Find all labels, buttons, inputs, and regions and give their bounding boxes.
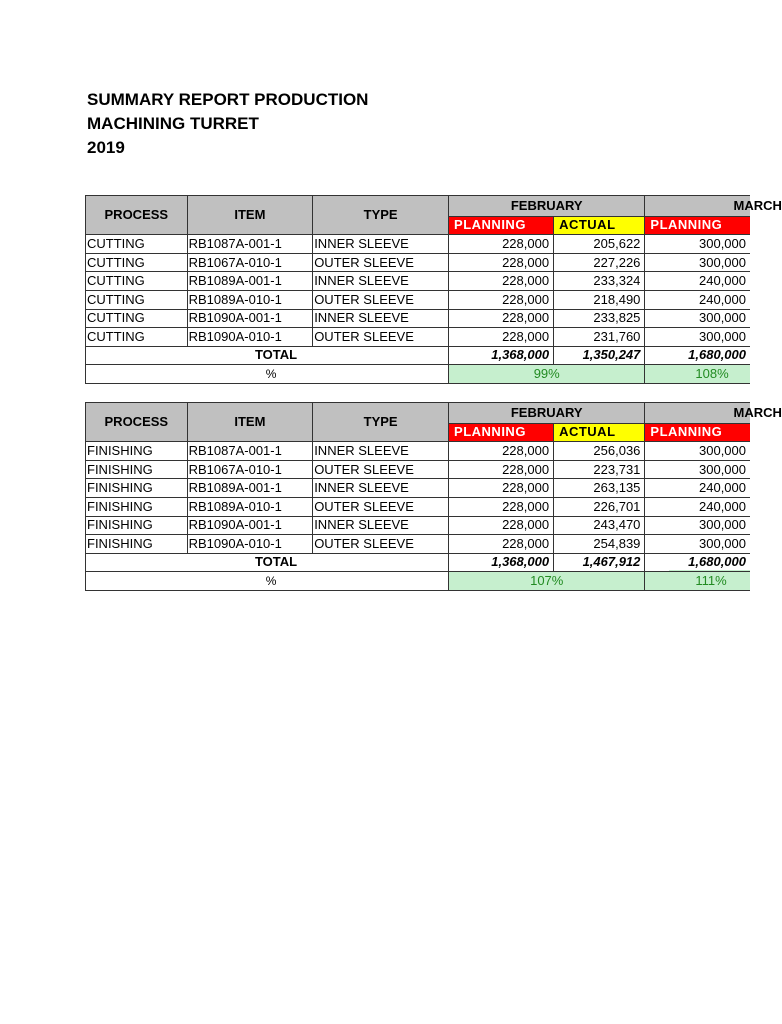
cell-process: CUTTING [86,253,188,272]
cell-process: CUTTING [86,328,188,347]
cell-item: RB1090A-010-1 [187,328,313,347]
cell-type: OUTER SLEEVE [313,535,449,554]
table-row [86,253,751,272]
cell-type: INNER SLEEVE [313,235,449,254]
table-row [86,535,751,554]
cell-item: RB1089A-001-1 [187,479,313,498]
cell-type: INNER SLEEVE [313,516,449,535]
cell-mar-plan: 240,000 [645,479,750,498]
table-row [86,290,751,309]
total-feb-plan: 1,368,000 [449,553,554,572]
cell-process: CUTTING [86,309,188,328]
cell-type: OUTER SLEEVE [313,460,449,479]
cell-feb-actual: 256,036 [554,442,645,461]
cell-process: CUTTING [86,290,188,309]
percent-feb: 99% [449,365,645,384]
total-row [86,346,751,365]
cell-feb-plan: 228,000 [449,328,554,347]
cell-mar-plan: 300,000 [645,442,750,461]
total-mar-plan: 1,680,000 [645,346,750,365]
cell-feb-actual: 218,490 [554,290,645,309]
cell-process: FINISHING [86,460,188,479]
table-row [86,460,751,479]
total-label: TOTAL [86,346,449,365]
header-type: TYPE [313,196,449,235]
cell-item: RB1067A-010-1 [187,253,313,272]
percent-row [86,365,751,384]
header-feb-actual: ACTUAL [554,423,645,442]
cell-item: RB1067A-010-1 [187,460,313,479]
cell-mar-plan: 240,000 [645,272,750,291]
header-feb-planning: PLANNING [449,423,554,442]
cell-feb-actual: 226,701 [554,497,645,516]
cell-type: OUTER SLEEVE [313,253,449,272]
header-feb-planning: PLANNING [449,216,554,235]
title-line-1: SUMMARY REPORT PRODUCTION [87,90,369,109]
cell-item: RB1087A-001-1 [187,442,313,461]
cell-type: INNER SLEEVE [313,309,449,328]
header-process: PROCESS [86,403,188,442]
cell-feb-plan: 228,000 [449,497,554,516]
header-mar-planning: PLANNING [645,216,750,235]
cell-feb-actual: 233,825 [554,309,645,328]
cell-process: CUTTING [86,235,188,254]
cell-mar-plan: 300,000 [645,253,750,272]
table-row [86,328,751,347]
total-label: TOTAL [86,553,449,572]
cell-feb-plan: 228,000 [449,479,554,498]
total-row [86,553,751,572]
cell-feb-actual: 231,760 [554,328,645,347]
percent-label: % [86,365,449,384]
cell-mar-plan: 300,000 [645,235,750,254]
cell-item: RB1090A-001-1 [187,516,313,535]
cell-item: RB1089A-010-1 [187,497,313,516]
cell-item: RB1090A-001-1 [187,309,313,328]
finishing-table [85,402,782,591]
table-row [86,479,751,498]
header-february: FEBRUARY [449,403,645,424]
cell-feb-plan: 228,000 [449,253,554,272]
cell-mar-plan: 300,000 [645,460,750,479]
cell-mar-plan: 240,000 [645,290,750,309]
report-title [87,88,368,160]
cell-type: OUTER SLEEVE [313,290,449,309]
cell-mar-plan: 300,000 [645,328,750,347]
cell-type: OUTER SLEEVE [313,328,449,347]
table-row [86,497,751,516]
cell-mar-plan: 300,000 [645,309,750,328]
header-march: MARCH [645,403,750,424]
cell-process: FINISHING [86,479,188,498]
cell-mar-plan: 240,000 [645,497,750,516]
cell-feb-actual: 223,731 [554,460,645,479]
cell-item: RB1087A-001-1 [187,235,313,254]
percent-row [86,572,751,591]
cutting-table [85,195,782,384]
cell-feb-actual: 263,135 [554,479,645,498]
cell-feb-actual: 233,324 [554,272,645,291]
header-march: MARCH [645,196,750,217]
cell-feb-plan: 228,000 [449,460,554,479]
cell-type: INNER SLEEVE [313,272,449,291]
total-feb-actual: 1,467,912 [554,553,645,572]
title-line-2: MACHINING TURRET [87,114,259,133]
cell-feb-plan: 228,000 [449,516,554,535]
title-line-3: 2019 [87,138,125,157]
header-february: FEBRUARY [449,196,645,217]
percent-mar: 108% [645,365,750,384]
table-row [86,442,751,461]
percent-mar: 111% [645,572,750,591]
cell-feb-plan: 228,000 [449,272,554,291]
header-item: ITEM [187,403,313,442]
cell-item: RB1089A-001-1 [187,272,313,291]
percent-label: % [86,572,449,591]
cell-feb-plan: 228,000 [449,535,554,554]
total-mar-plan: 1,680,000 [645,553,750,572]
cell-type: INNER SLEEVE [313,442,449,461]
cell-feb-plan: 228,000 [449,442,554,461]
cell-process: FINISHING [86,516,188,535]
table-row [86,235,751,254]
cell-process: CUTTING [86,272,188,291]
cell-feb-plan: 228,000 [449,290,554,309]
cell-type: INNER SLEEVE [313,479,449,498]
cell-mar-plan: 300,000 [645,516,750,535]
header-process: PROCESS [86,196,188,235]
cell-feb-plan: 228,000 [449,235,554,254]
cell-feb-actual: 243,470 [554,516,645,535]
cell-item: RB1089A-010-1 [187,290,313,309]
cell-process: FINISHING [86,442,188,461]
cell-item: RB1090A-010-1 [187,535,313,554]
table-row [86,309,751,328]
total-feb-plan: 1,368,000 [449,346,554,365]
cell-type: OUTER SLEEVE [313,497,449,516]
cell-feb-actual: 227,226 [554,253,645,272]
cell-mar-plan: 300,000 [645,535,750,554]
percent-feb: 107% [449,572,645,591]
total-feb-actual: 1,350,247 [554,346,645,365]
table-row [86,272,751,291]
header-mar-planning: PLANNING [645,423,750,442]
table-row [86,516,751,535]
cell-feb-actual: 205,622 [554,235,645,254]
cell-feb-plan: 228,000 [449,309,554,328]
cell-feb-actual: 254,839 [554,535,645,554]
cell-process: FINISHING [86,497,188,516]
header-feb-actual: ACTUAL [554,216,645,235]
header-item: ITEM [187,196,313,235]
header-type: TYPE [313,403,449,442]
cell-process: FINISHING [86,535,188,554]
